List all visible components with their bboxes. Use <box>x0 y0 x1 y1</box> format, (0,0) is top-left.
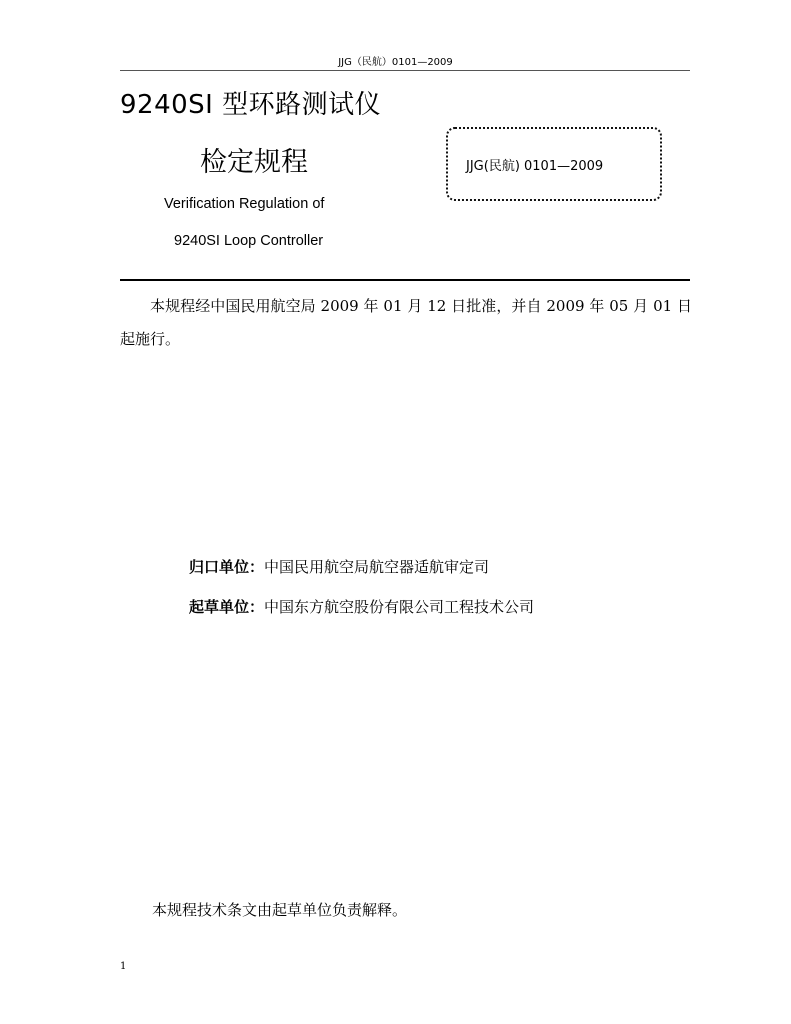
responsible-unit-value: 中国民用航空局航空器适航审定司 <box>264 558 490 576</box>
drafting-unit-row <box>189 596 534 617</box>
page-number: 1 <box>120 961 127 972</box>
title-english-line1: Verification Regulation of <box>164 196 325 212</box>
approval-paragraph: 本规程经中国民用航空局 2009 年 01 月 12 日批准，并自 2009 年 05 月 01 日起施行。 <box>120 297 692 348</box>
drafting-unit-label: 起草单位： <box>189 598 265 616</box>
responsible-unit-row <box>189 556 489 577</box>
title-separator-rule <box>120 279 690 281</box>
responsible-unit-label: 归口单位： <box>189 558 265 576</box>
title-english-line2: 9240SI Loop Controller <box>174 233 324 249</box>
drafting-unit-value: 中国东方航空股份有限公司工程技术公司 <box>264 598 535 616</box>
header-rule <box>120 70 690 71</box>
standard-code-text: JJG(民航) 0101—2009 <box>466 159 604 174</box>
title-chinese-line2: 检定规程 <box>200 147 308 178</box>
header-code: JJG（民航）0101—2009 <box>338 57 453 68</box>
interpretation-note: 本规程技术条文由起草单位负责解释。 <box>152 901 408 919</box>
title-chinese-line1: 9240SI 型环路测试仪 <box>120 90 382 120</box>
